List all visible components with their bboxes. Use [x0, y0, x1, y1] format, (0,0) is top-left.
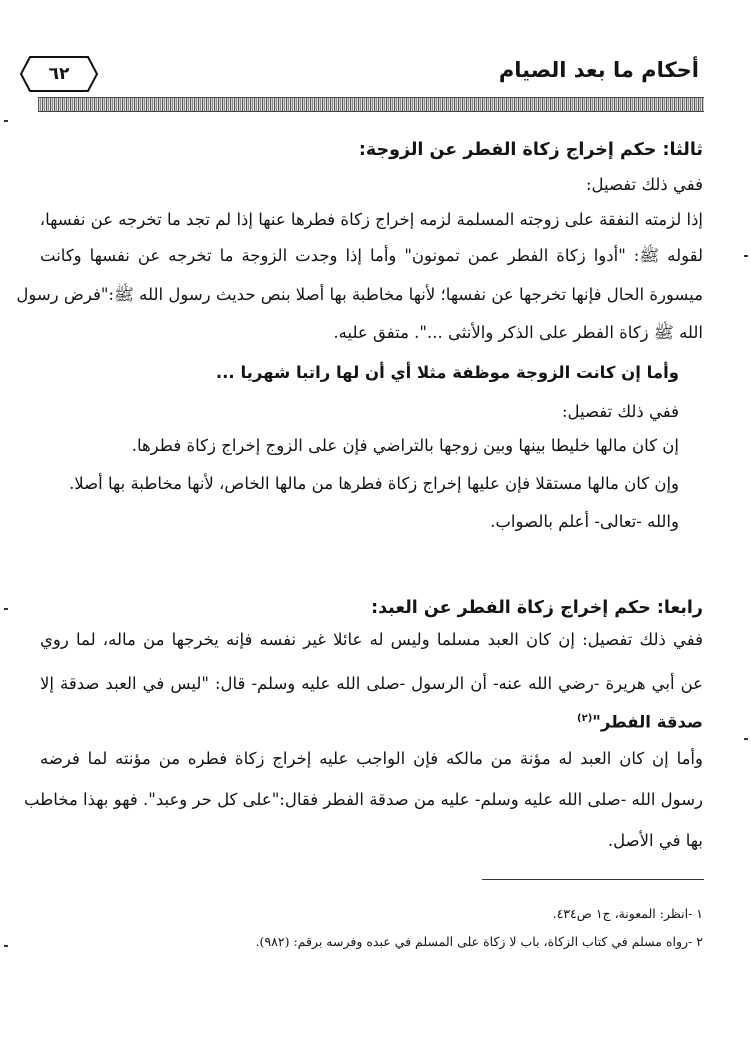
paragraph-line: ميسورة الحال فإنها تخرجها عن نفسها؛ لأنها مخاطبة بها أصلا بنص حديث رسول الله ﷺ:"فرض رسول — [16, 285, 703, 304]
paragraph-line: بها في الأصل. — [607, 831, 703, 850]
paragraph-line: صدقة الفطر"$^{(٢)}$ — [577, 712, 703, 732]
paragraph-line: عن أبي هريرة -رضي الله عنه- أن الرسول -صلى الله عليه وسلم- قال: "ليس في العبد صدقة إلا — [40, 674, 703, 693]
footnote-ref: (٢) — [577, 713, 593, 724]
paragraph-line: رسول الله -صلى الله عليه وسلم- عليه من صدقة الفطر فقال:"على كل حر وعبد". فهو بهذا مخاطب — [23, 790, 703, 809]
running-title: أحكام ما بعد الصيام — [498, 58, 699, 82]
scan-speck — [744, 738, 748, 740]
paragraph-line: إذا لزمته النفقة على زوجته المسلمة لزمه إخراج زكاة فطرها عنها إذا لم تجد ما تخرجه عن نفسها، — [39, 210, 703, 229]
scan-speck — [4, 608, 8, 610]
page-number-badge — [20, 56, 98, 92]
scan-speck — [4, 945, 8, 947]
section-heading-wife: ثالثا: حكم إخراج زكاة الفطر عن الزوجة: — [358, 140, 703, 160]
paragraph-line: وإن كان مالها مستقلا فإن عليها إخراج زكاة فطرها من مالها الخاص، لأنها مخاطبة بها أصلا. — [69, 474, 679, 493]
paragraph-line: ففي ذلك تفصيل: — [561, 402, 679, 421]
footnote-divider — [482, 879, 704, 880]
header-divider — [38, 97, 704, 112]
paragraph-line: وأما إن كان العبد له مؤنة من مالكه فإن الواجب عليه إخراج زكاة فطره من مؤنته لما فرضه — [40, 749, 703, 768]
footnote: ٢ -رواه مسلم في كتاب الزكاة، باب لا زكاة على المسلم في عبده وفرسه برقم: (٩٨٢). — [255, 934, 703, 949]
footnote: ١ -انظر: المعونة، ج١ ص٤٣٤. — [552, 906, 703, 921]
page-number: ٦٢ — [48, 64, 70, 84]
paragraph-line: والله -تعالى- أعلم بالصواب. — [490, 512, 679, 531]
scan-speck — [4, 120, 8, 122]
scan-speck — [744, 255, 748, 257]
paragraph-line: ففي ذلك تفصيل: إن كان العبد مسلما وليس له عائلا غير نفسه فإنه يخرجها من ماله، لما روي — [40, 630, 703, 649]
subheading-employed-wife: وأما إن كانت الزوجة موظفة مثلا أي أن لها راتبا شهريا ... — [215, 363, 679, 382]
paragraph-line: ففي ذلك تفصيل: — [585, 175, 703, 194]
paragraph-line: إن كان مالها خليطا بينها وبين زوجها بالتراضي فإن على الزوج إخراج زكاة فطرها. — [131, 436, 679, 455]
section-heading-slave: رابعا: حكم إخراج زكاة الفطر عن العبد: — [371, 598, 703, 618]
paragraph-line: الله ﷺ زكاة الفطر على الذكر والأنثى ...". متفق عليه. — [333, 323, 703, 342]
paragraph-line: لقوله ﷺ: "أدوا زكاة الفطر عمن تمونون" وأما إذا وجدت الزوجة ما تخرجه عن نفسها وكانت — [40, 246, 703, 265]
